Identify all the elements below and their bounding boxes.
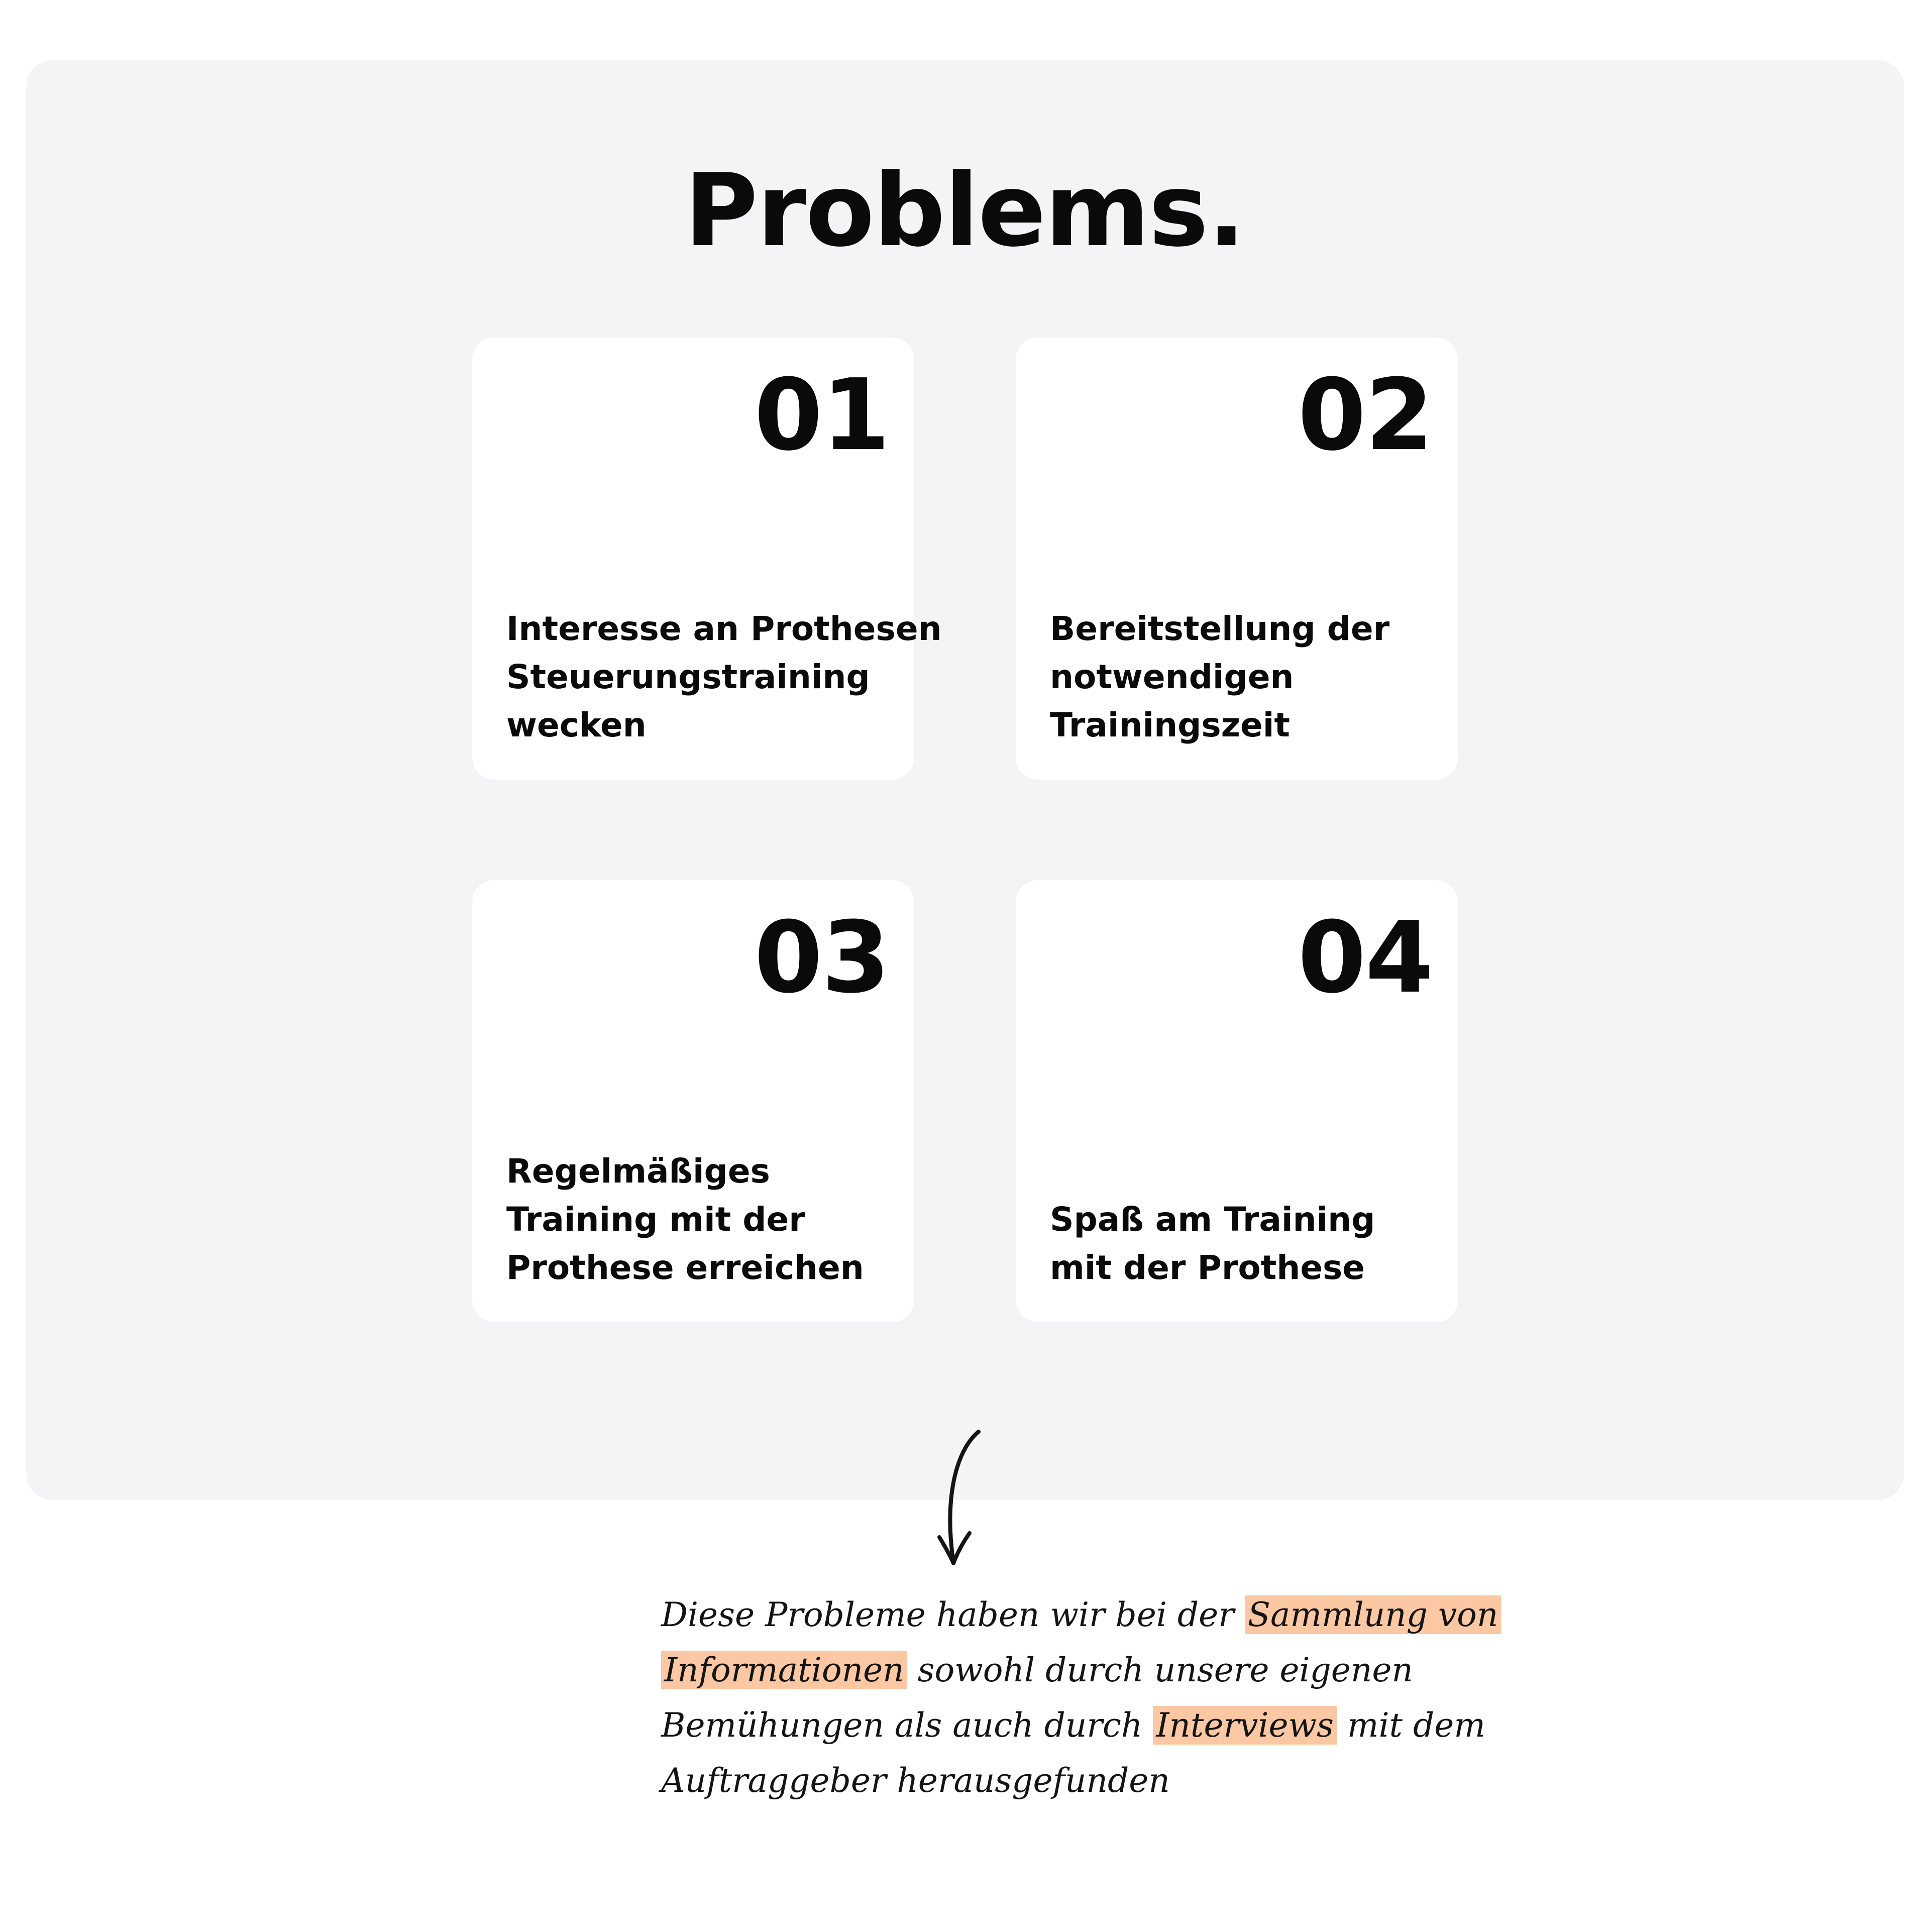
- card-text-line: Trainingszeit: [1050, 706, 1290, 744]
- card-text-line: Regelmäßiges: [506, 1152, 770, 1191]
- card-text-line: Spaß am Training: [1050, 1200, 1375, 1239]
- card-text-line: Steuerungstraining: [506, 658, 870, 696]
- problems-panel: [26, 60, 1904, 1500]
- note-text: Bemühungen als auch durch: [661, 1706, 1153, 1745]
- card-number: 01: [754, 358, 889, 473]
- problem-card-04: [1016, 880, 1458, 1322]
- card-text-line: wecken: [506, 706, 647, 744]
- card-text-line: notwendigen: [1050, 658, 1294, 696]
- note-text: sowohl durch unsere eigenen: [907, 1651, 1413, 1689]
- note-line: [661, 1587, 1498, 1643]
- note-text: Diese Probleme haben wir bei der: [661, 1595, 1245, 1634]
- card-number: 02: [1298, 358, 1433, 473]
- card-text-line: Interesse an Prothesen: [506, 609, 942, 648]
- note-line: [661, 1643, 1413, 1698]
- card-text: [506, 605, 942, 749]
- card-text: [1050, 605, 1432, 749]
- card-text-line: Training mit der: [506, 1200, 805, 1239]
- card-number: 03: [754, 901, 889, 1015]
- page-title: Problems.: [684, 152, 1245, 269]
- card-text-line: Prothese erreichen: [506, 1248, 864, 1287]
- card-text-line: mit der Prothese: [1050, 1248, 1365, 1287]
- note-highlight: Informationen: [661, 1651, 907, 1689]
- problem-card-01: [472, 338, 942, 780]
- hand-drawn-arrow-down-icon: [919, 1427, 990, 1572]
- handwritten-note: [661, 1587, 1498, 1808]
- note-highlight: Interviews: [1153, 1706, 1337, 1745]
- card-text: [506, 1147, 888, 1292]
- card-number: 04: [1298, 901, 1433, 1015]
- card-text: [1050, 1196, 1432, 1292]
- note-line: [661, 1698, 1485, 1753]
- note-highlight: Sammlung von: [1245, 1595, 1502, 1634]
- note-line: Auftraggeber herausgefunden: [661, 1761, 1170, 1800]
- problem-card-03: [472, 880, 914, 1322]
- card-text-line: Bereitstellung der: [1050, 609, 1390, 648]
- note-text: mit dem: [1336, 1706, 1485, 1745]
- problem-card-02: [1016, 338, 1458, 780]
